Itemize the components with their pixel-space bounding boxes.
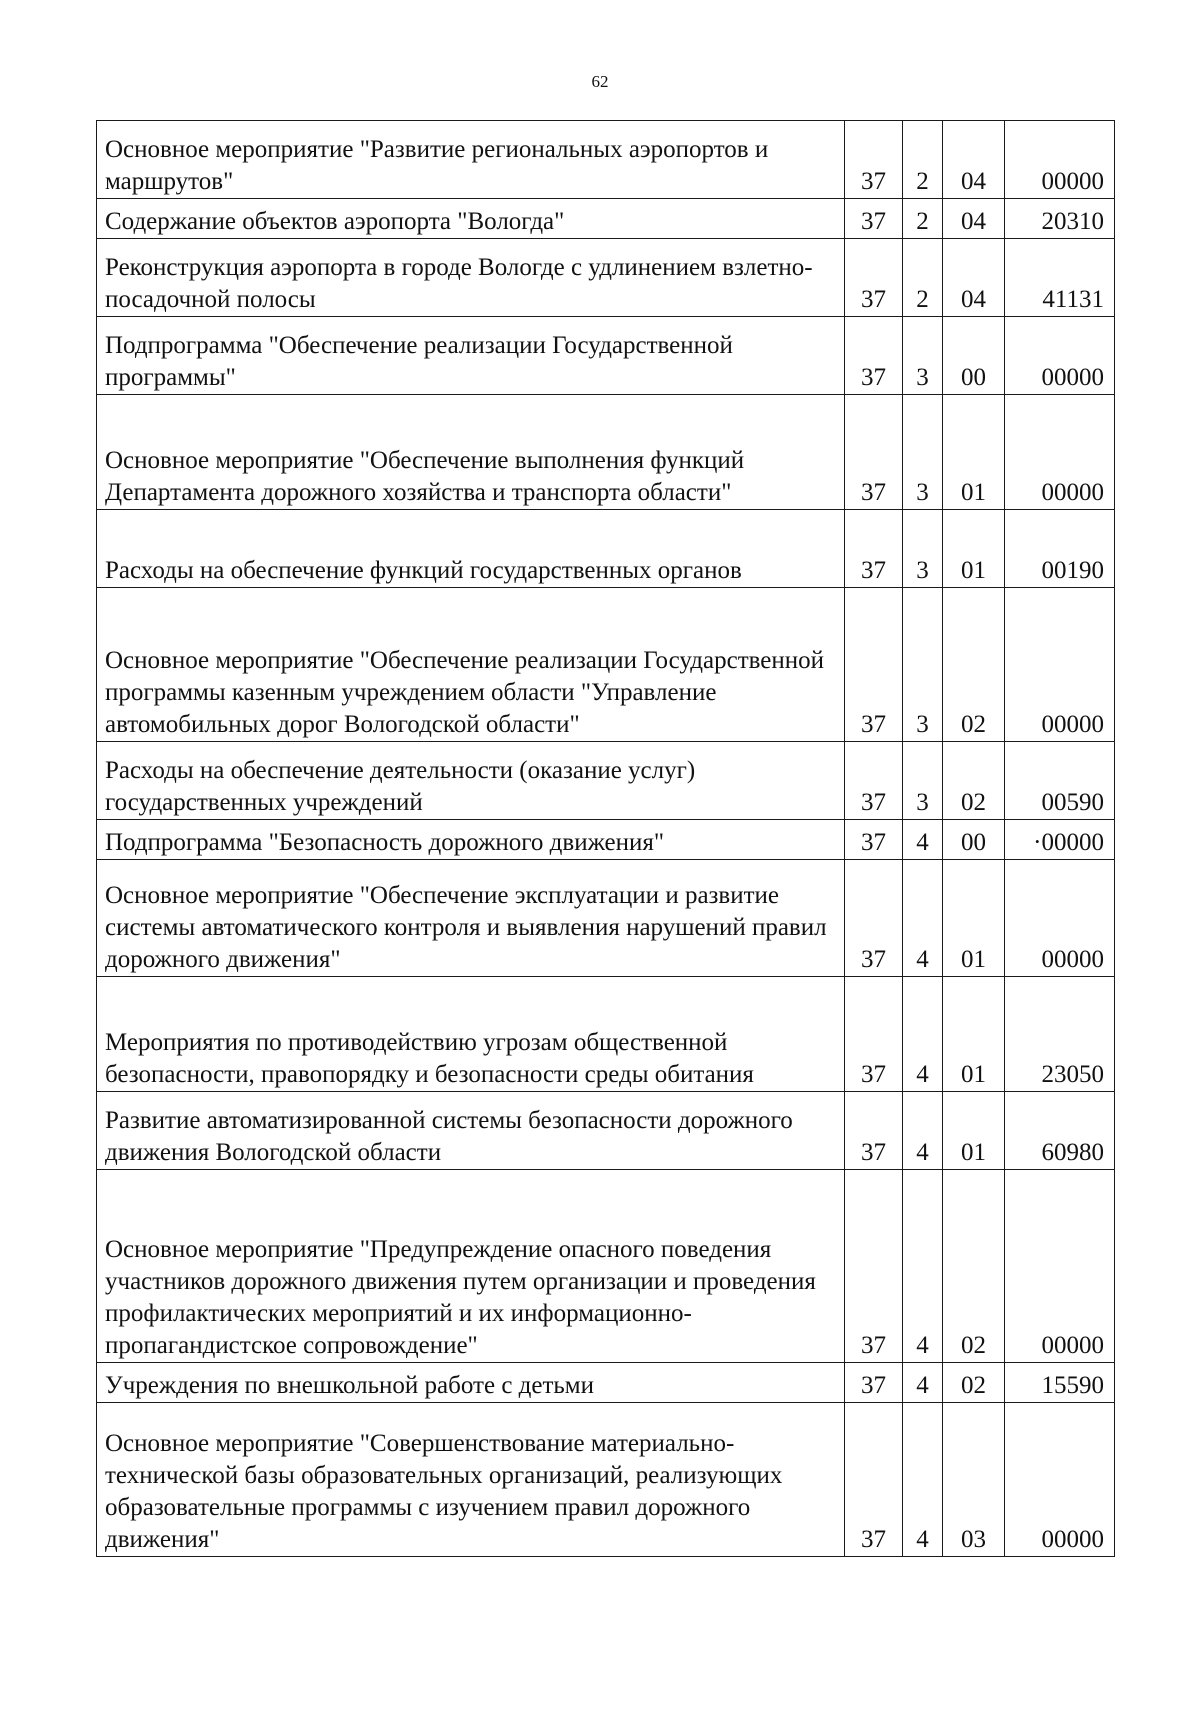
main-event-code: 02: [943, 1363, 1005, 1403]
subprogram-code: 4: [903, 1170, 943, 1363]
expense-direction-code: ·00000: [1005, 820, 1115, 860]
main-event-code: 04: [943, 199, 1005, 239]
program-code: 37: [845, 820, 903, 860]
program-code: 37: [845, 1170, 903, 1363]
main-event-code: 00: [943, 820, 1005, 860]
subprogram-code: 2: [903, 199, 943, 239]
program-code: 37: [845, 977, 903, 1092]
table-row: [97, 820, 1115, 860]
expense-direction-code: 00590: [1005, 742, 1115, 820]
expense-direction-code: 00000: [1005, 588, 1115, 742]
expense-direction-code: 41131: [1005, 239, 1115, 317]
program-code: 37: [845, 510, 903, 588]
main-event-code: 03: [943, 1403, 1005, 1557]
table-row: [97, 510, 1115, 588]
table-row: [97, 395, 1115, 510]
table-row: [97, 199, 1115, 239]
main-event-code: 01: [943, 1092, 1005, 1170]
program-code: 37: [845, 121, 903, 199]
table-row: [97, 1092, 1115, 1170]
page-number: 62: [591, 72, 609, 91]
table-row: [97, 977, 1115, 1092]
expense-direction-code: 00000: [1005, 121, 1115, 199]
subprogram-code: 4: [903, 860, 943, 977]
subprogram-code: 3: [903, 742, 943, 820]
expense-direction-code: 00000: [1005, 1403, 1115, 1557]
subprogram-code: 4: [903, 977, 943, 1092]
subprogram-code: 4: [903, 820, 943, 860]
expense-direction-code: 15590: [1005, 1363, 1115, 1403]
table-row: [97, 317, 1115, 395]
expense-direction-code: 00000: [1005, 1170, 1115, 1363]
row-name: Реконструкция аэропорта в городе Вологде с удлинением взлетно-посадочной полосы: [97, 239, 845, 317]
subprogram-code: 2: [903, 239, 943, 317]
main-event-code: 01: [943, 977, 1005, 1092]
subprogram-code: 4: [903, 1403, 943, 1557]
expense-direction-code: 20310: [1005, 199, 1115, 239]
main-event-code: 04: [943, 239, 1005, 317]
program-code: 37: [845, 742, 903, 820]
main-event-code: 01: [943, 510, 1005, 588]
subprogram-code: 2: [903, 121, 943, 199]
row-name: Подпрограмма "Безопасность дорожного движения": [97, 820, 845, 860]
row-name: Основное мероприятие "Предупреждение опасного поведения участников дорожного движения путем организации и проведения профилактических мероприятий и их информационно-пропагандистское сопровождение": [97, 1170, 845, 1363]
row-name: Учреждения по внешкольной работе с детьми: [97, 1363, 845, 1403]
subprogram-code: 3: [903, 395, 943, 510]
program-code: 37: [845, 395, 903, 510]
subprogram-code: 3: [903, 588, 943, 742]
program-code: 37: [845, 860, 903, 977]
program-code: 37: [845, 588, 903, 742]
row-name: Основное мероприятие "Обеспечение эксплуатации и развитие системы автоматического контроля и выявления нарушений правил дорожного движения": [97, 860, 845, 977]
row-name: Основное мероприятие "Развитие региональных аэропортов и маршрутов": [97, 121, 845, 199]
program-code: 37: [845, 199, 903, 239]
expense-direction-code: 00190: [1005, 510, 1115, 588]
row-name: Основное мероприятие "Совершенствование материально-технической базы образовательных организаций, реализующих образовательные программы с изучением правил дорожного движения": [97, 1403, 845, 1557]
table-row: [97, 860, 1115, 977]
main-event-code: 02: [943, 588, 1005, 742]
row-name: Основное мероприятие "Обеспечение выполнения функций Департамента дорожного хозяйства и транспорта области": [97, 395, 845, 510]
program-code: 37: [845, 1092, 903, 1170]
budget-classification-table: [96, 120, 1115, 1557]
row-name: Расходы на обеспечение функций государственных органов: [97, 510, 845, 588]
program-code: 37: [845, 317, 903, 395]
expense-direction-code: 00000: [1005, 317, 1115, 395]
expense-direction-code: 23050: [1005, 977, 1115, 1092]
row-name: Расходы на обеспечение деятельности (оказание услуг) государственных учреждений: [97, 742, 845, 820]
table-row: [97, 121, 1115, 199]
subprogram-code: 3: [903, 510, 943, 588]
main-event-code: 00: [943, 317, 1005, 395]
table-row: [97, 1403, 1115, 1557]
program-code: 37: [845, 1403, 903, 1557]
subprogram-code: 4: [903, 1092, 943, 1170]
table-row: [97, 1170, 1115, 1363]
row-name: Развитие автоматизированной системы безопасности дорожного движения Вологодской области: [97, 1092, 845, 1170]
subprogram-code: 4: [903, 1363, 943, 1403]
row-name: Мероприятия по противодействию угрозам общественной безопасности, правопорядку и безопасности среды обитания: [97, 977, 845, 1092]
main-event-code: 04: [943, 121, 1005, 199]
row-name: Основное мероприятие "Обеспечение реализации Государственной программы казенным учреждением области "Управление автомобильных дорог Вологодской области": [97, 588, 845, 742]
table-row: [97, 1363, 1115, 1403]
expense-direction-code: 60980: [1005, 1092, 1115, 1170]
main-event-code: 01: [943, 860, 1005, 977]
row-name: Подпрограмма "Обеспечение реализации Государственной программы": [97, 317, 845, 395]
program-code: 37: [845, 1363, 903, 1403]
main-event-code: 02: [943, 742, 1005, 820]
program-code: 37: [845, 239, 903, 317]
table-row: [97, 239, 1115, 317]
table-row: [97, 588, 1115, 742]
subprogram-code: 3: [903, 317, 943, 395]
table-row: [97, 742, 1115, 820]
expense-direction-code: 00000: [1005, 860, 1115, 977]
expense-direction-code: 00000: [1005, 395, 1115, 510]
row-name: Содержание объектов аэропорта "Вологда": [97, 199, 845, 239]
main-event-code: 01: [943, 395, 1005, 510]
main-event-code: 02: [943, 1170, 1005, 1363]
